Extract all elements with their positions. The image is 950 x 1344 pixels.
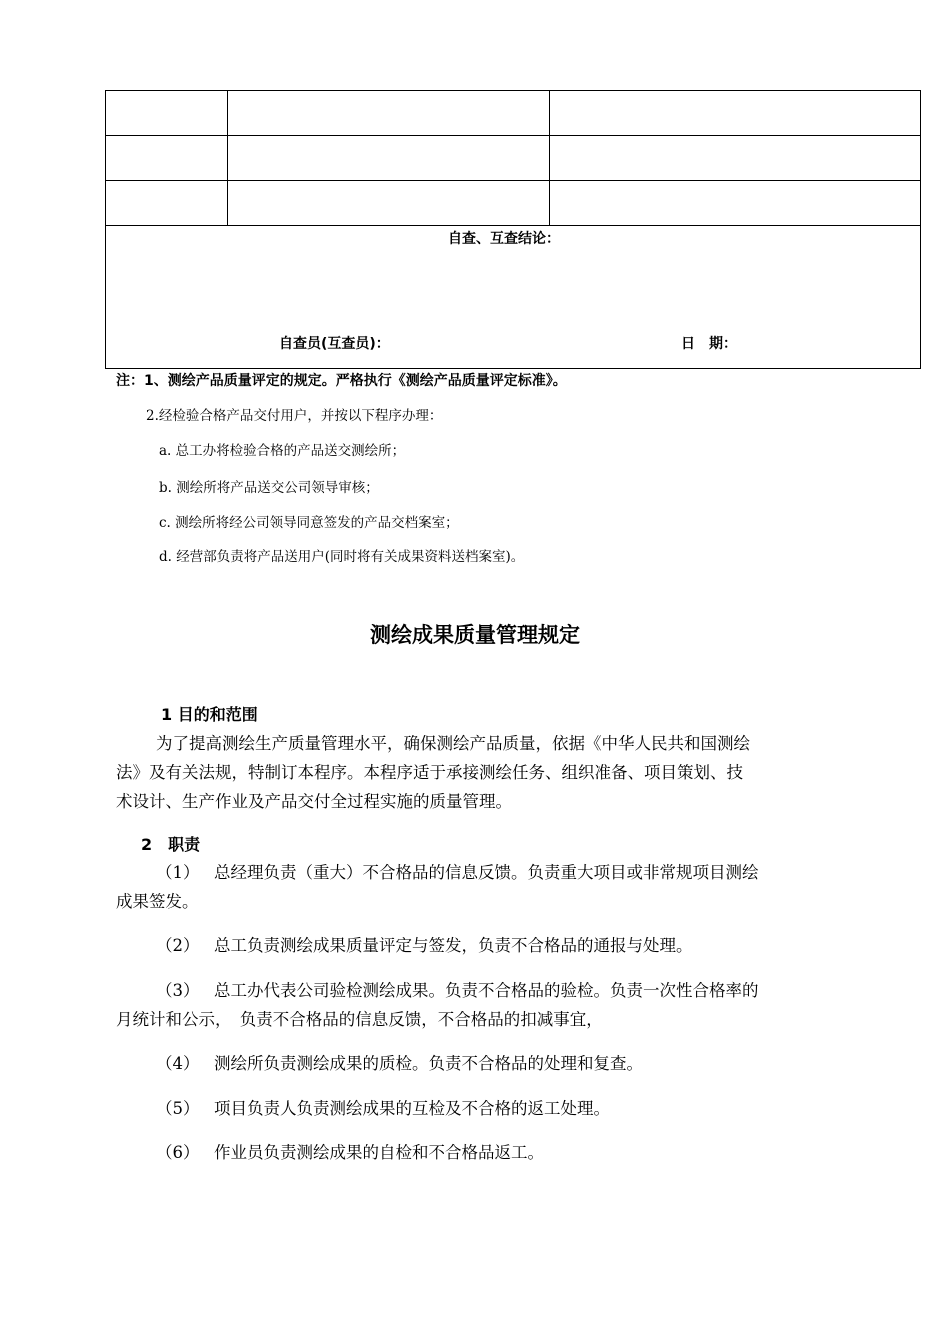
inspector-label: 自查员(互查员)：	[279, 336, 390, 352]
responsibility-1-text: 总经理负责（重大）不合格品的信息反馈。负责重大项目或非常规项目测绘	[214, 863, 759, 882]
note-item-c: c. 测绘所将经公司领导同意签发的产品交档案室；	[159, 515, 459, 531]
responsibility-6-number: （6）	[156, 1143, 200, 1162]
inspection-table	[105, 90, 921, 226]
section-1-heading: 1 目的和范围	[161, 705, 258, 724]
table-cell	[106, 91, 228, 136]
responsibility-3-continued: 月统计和公示， 负责不合格品的信息反馈，不合格品的扣减事宜，	[116, 1010, 603, 1029]
note-item-b: b. 测绘所将产品送交公司领导审核；	[159, 480, 379, 496]
note-line-1: 注：1、测绘产品质量评定的规定。严格执行《测绘产品质量评定标准》。	[116, 373, 567, 389]
responsibility-4-text: 测绘所负责测绘成果的质检。负责不合格品的处理和复查。	[214, 1054, 643, 1073]
conclusion-label: 自查、互查结论：	[448, 231, 560, 247]
page-title: 测绘成果质量管理规定	[370, 623, 580, 647]
note-item-d: d. 经营部负责将产品送用户(同时将有关成果资料送档案室)。	[159, 549, 525, 565]
table-cell	[550, 136, 921, 181]
table-cell	[550, 91, 921, 136]
table-row	[106, 181, 921, 226]
table-cell	[106, 136, 228, 181]
date-label: 日 期：	[681, 336, 737, 352]
note-item-a: a. 总工办将检验合格的产品送交测绘所；	[159, 443, 406, 459]
responsibility-4-number: （4）	[156, 1054, 200, 1073]
section-1-line-1: 为了提高测绘生产质量管理水平，确保测绘产品质量，依据《中华人民共和国测绘	[156, 734, 750, 753]
table-cell	[228, 181, 550, 226]
responsibility-5-text: 项目负责人负责测绘成果的互检及不合格的返工处理。	[214, 1099, 610, 1118]
section-1-line-2: 法》及有关法规，特制订本程序。本程序适于承接测绘任务、组织准备、项目策划、技	[116, 763, 743, 782]
responsibility-6-text: 作业员负责测绘成果的自检和不合格品返工。	[214, 1143, 544, 1162]
table-cell	[228, 91, 550, 136]
responsibility-1-number: （1）	[156, 863, 200, 882]
section-2-heading: 2 职责	[141, 835, 201, 854]
table-row	[106, 91, 921, 136]
table-cell	[106, 181, 228, 226]
responsibility-2-text: 总工负责测绘成果质量评定与签发，负责不合格品的通报与处理。	[214, 936, 693, 955]
responsibility-3-text: 总工办代表公司验检测绘成果。负责不合格品的验检。负责一次性合格率的	[214, 981, 759, 1000]
responsibility-5-number: （5）	[156, 1099, 200, 1118]
responsibility-2-number: （2）	[156, 936, 200, 955]
note-line-2: 2.经检验合格产品交付用户，并按以下程序办理：	[146, 408, 443, 424]
responsibility-1-continued: 成果签发。	[116, 892, 199, 911]
table-row	[106, 136, 921, 181]
table-cell	[228, 136, 550, 181]
section-1-line-3: 术设计、生产作业及产品交付全过程实施的质量管理。	[116, 792, 512, 811]
responsibility-3-number: （3）	[156, 981, 200, 1000]
table-cell	[550, 181, 921, 226]
